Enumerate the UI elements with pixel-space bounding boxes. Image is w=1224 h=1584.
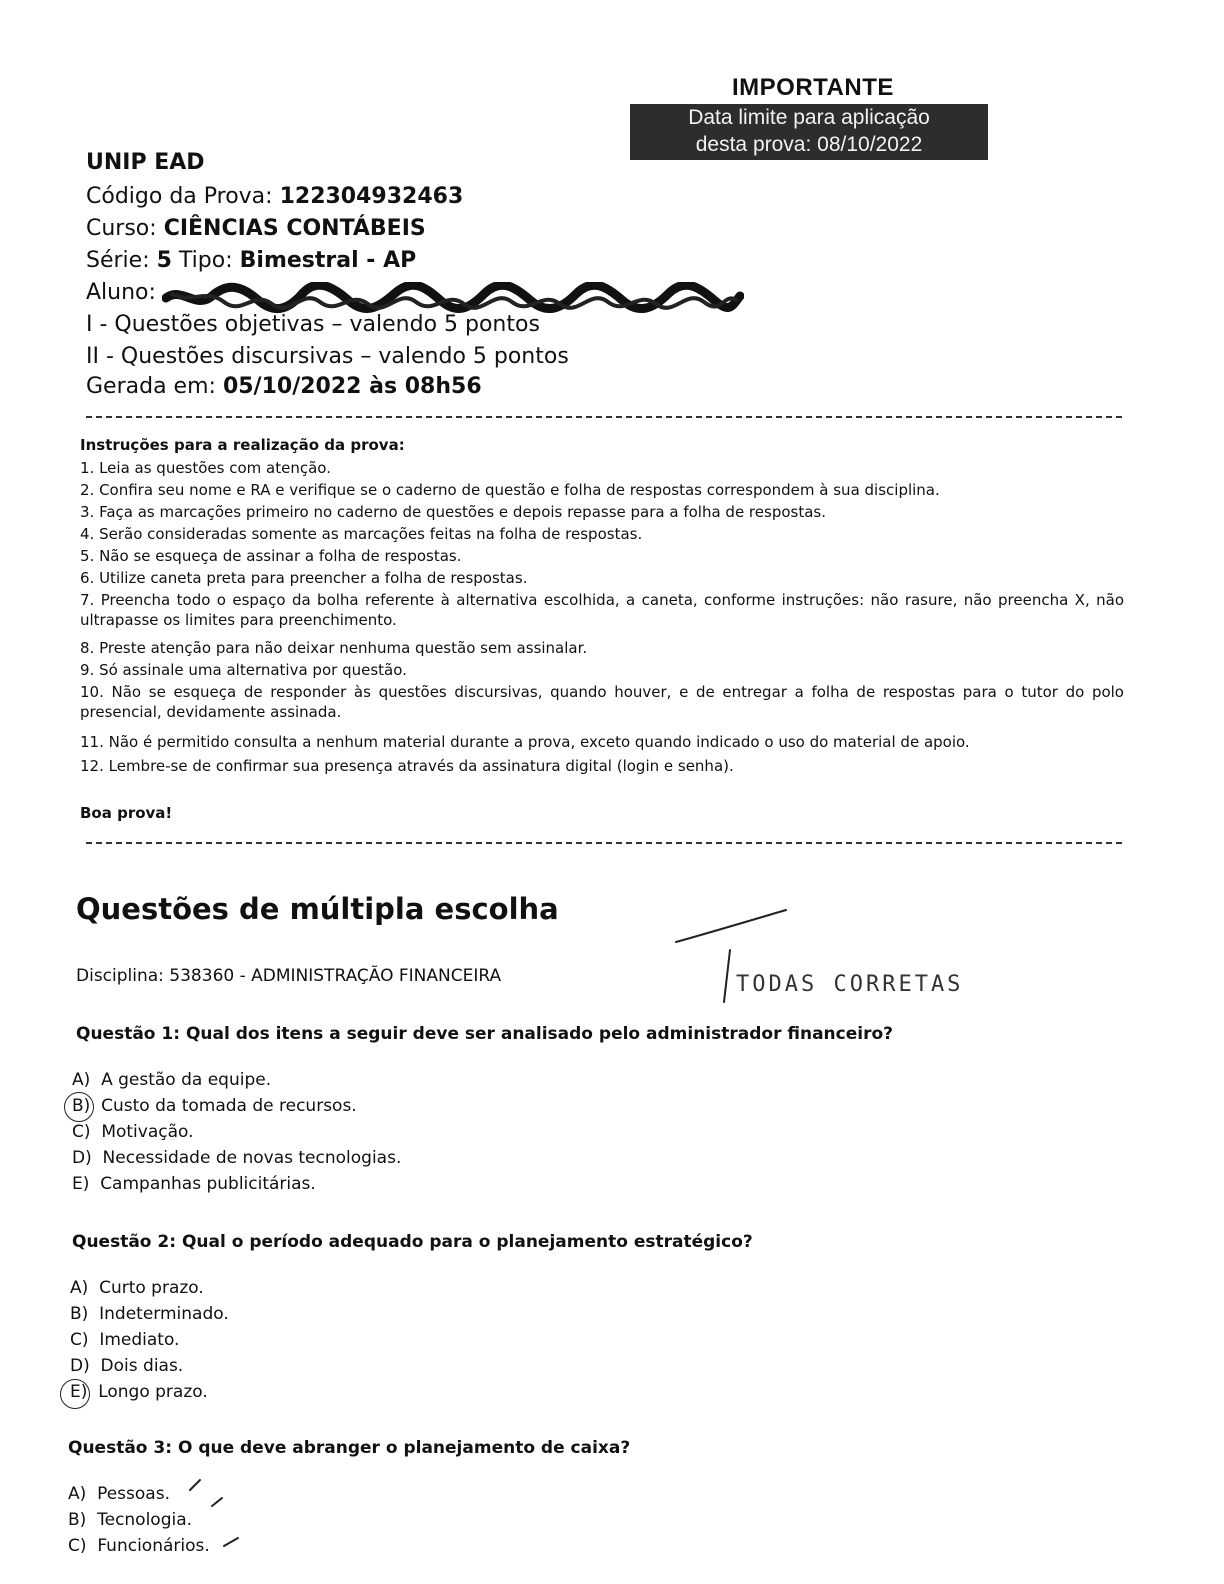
- option-text: Necessidade de novas tecnologias.: [102, 1148, 402, 1168]
- instruction-item: 1. Leia as questões com atenção.: [80, 459, 331, 477]
- option-letter: C): [68, 1536, 87, 1556]
- instruction-item: 11. Não é permitido consulta a nenhum material durante a prova, exceto quando indicado o uso do material de apoio.: [80, 733, 970, 751]
- important-title: IMPORTANTE: [732, 74, 894, 101]
- question-3-option-b[interactable]: [68, 1510, 192, 1530]
- good-luck-text: Boa prova!: [80, 804, 173, 822]
- answer-circle-mark: [60, 1379, 90, 1409]
- instruction-item: 5. Não se esqueça de assinar a folha de respostas.: [80, 547, 462, 565]
- instruction-item: 4. Serão consideradas somente as marcações feitas na folha de respostas.: [80, 525, 643, 543]
- question-2-option-b[interactable]: [70, 1304, 229, 1324]
- option-text: Motivação.: [101, 1122, 194, 1142]
- question-2-option-d[interactable]: [70, 1356, 183, 1376]
- instruction-item: 7. Preencha todo o espaço da bolha referente à alternativa escolhida, a caneta, conforme instruções: não rasure, não preencha X, não ultrapasse os limites para preenchimento.: [80, 591, 1124, 629]
- question-2-title: Questão 2: Qual o período adequado para o planejamento estratégico?: [72, 1232, 753, 1252]
- exam-code: [86, 184, 463, 209]
- instruction-item: 10. Não se esqueça de responder às questões discursivas, quando houver, e de entregar a folha de respostas para o tutor do polo presencial, devidamente assinada.: [80, 683, 1124, 721]
- question-2-option-a[interactable]: [70, 1278, 204, 1298]
- option-letter: B): [72, 1096, 91, 1116]
- generated-at: [86, 374, 482, 399]
- divider-bottom: [86, 842, 1122, 844]
- option-text: Indeterminado.: [99, 1304, 229, 1324]
- option-letter: A): [68, 1484, 87, 1504]
- series-type: [86, 248, 416, 273]
- question-1-option-a[interactable]: [72, 1070, 271, 1090]
- section-title: Questões de múltipla escolha: [76, 892, 559, 926]
- handwritten-stroke: [720, 946, 734, 1006]
- redacted-name-scribble: [162, 282, 744, 314]
- option-text: Custo da tomada de recursos.: [101, 1096, 357, 1116]
- exam-code-value: 122304932463: [279, 184, 464, 209]
- instruction-item: 9. Só assinale uma alternativa por questão.: [80, 661, 407, 679]
- deadline-line-1: Data limite para aplicação: [688, 106, 930, 129]
- option-letter: A): [72, 1070, 91, 1090]
- course-value: CIÊNCIAS CONTÁBEIS: [163, 216, 426, 241]
- option-letter: C): [72, 1122, 91, 1142]
- question-1-option-c[interactable]: [72, 1122, 194, 1142]
- instruction-item: 6. Utilize caneta preta para preencher a folha de respostas.: [80, 569, 528, 587]
- institution-name: UNIP EAD: [86, 150, 205, 175]
- instructions-title: Instruções para a realização da prova:: [80, 436, 405, 454]
- question-1-option-b[interactable]: [72, 1096, 357, 1116]
- handwritten-note: TODAS CORRETAS: [736, 972, 964, 997]
- series-label: Série:: [86, 248, 150, 273]
- series-value: 5: [156, 248, 172, 273]
- answer-circle-mark: [64, 1092, 94, 1122]
- instruction-item: 8. Preste atenção para não deixar nenhuma questão sem assinalar.: [80, 639, 588, 657]
- option-letter: D): [72, 1148, 92, 1168]
- option-letter: E): [72, 1174, 90, 1194]
- option-letter: B): [70, 1304, 89, 1324]
- discipline-label: Disciplina: 538360 - ADMINISTRAÇÃO FINANCEIRA: [76, 966, 502, 986]
- question-3-title: Questão 3: O que deve abranger o planejamento de caixa?: [68, 1438, 631, 1458]
- question-1-title: Questão 1: Qual dos itens a seguir deve ser analisado pelo administrador financeiro?: [76, 1024, 894, 1044]
- course-label: Curso:: [86, 216, 157, 241]
- option-text: Campanhas publicitárias.: [100, 1174, 316, 1194]
- option-text: Tecnologia.: [97, 1510, 193, 1530]
- option-letter: E): [70, 1382, 88, 1402]
- deadline-box: [630, 104, 988, 160]
- option-letter: B): [68, 1510, 87, 1530]
- instruction-item: 3. Faça as marcações primeiro no caderno de questões e depois repasse para a folha de respostas.: [80, 503, 826, 521]
- objective-section-info: I - Questões objetivas – valendo 5 pontos: [86, 312, 540, 337]
- option-text: Curto prazo.: [99, 1278, 204, 1298]
- option-letter: A): [70, 1278, 89, 1298]
- option-letter: D): [70, 1356, 90, 1376]
- question-2-option-c[interactable]: [70, 1330, 179, 1350]
- option-letter: C): [70, 1330, 89, 1350]
- option-text: Funcionários.: [97, 1536, 210, 1556]
- type-value: Bimestral - AP: [239, 248, 417, 273]
- deadline-line-2: desta prova: 08/10/2022: [695, 133, 923, 156]
- question-1-option-e[interactable]: [72, 1174, 316, 1194]
- question-1-option-d[interactable]: [72, 1148, 401, 1168]
- question-3-option-a[interactable]: [68, 1484, 170, 1504]
- option-text: Dois dias.: [100, 1356, 184, 1376]
- type-label: Tipo:: [178, 248, 233, 273]
- generated-value: 05/10/2022 às 08h56: [222, 374, 482, 399]
- option-text: Pessoas.: [97, 1484, 170, 1504]
- question-2-option-e[interactable]: [70, 1382, 208, 1402]
- discursive-section-info: II - Questões discursivas – valendo 5 pontos: [86, 344, 569, 369]
- instruction-item: 2. Confira seu nome e RA e verifique se o caderno de questão e folha de respostas correspondem à sua disciplina.: [80, 481, 940, 499]
- generated-label: Gerada em:: [86, 374, 216, 399]
- instruction-item: 12. Lembre-se de confirmar sua presença através da assinatura digital (login e senha).: [80, 757, 734, 775]
- divider-top: [86, 416, 1122, 418]
- option-text: A gestão da equipe.: [101, 1070, 272, 1090]
- course: [86, 216, 426, 241]
- handwritten-tick-marks: [184, 1476, 244, 1562]
- student-label: Aluno:: [86, 280, 156, 305]
- handwritten-stroke: [672, 904, 792, 948]
- option-text: Imediato.: [99, 1330, 180, 1350]
- option-text: Longo prazo.: [98, 1382, 208, 1402]
- exam-code-label: Código da Prova:: [86, 184, 273, 209]
